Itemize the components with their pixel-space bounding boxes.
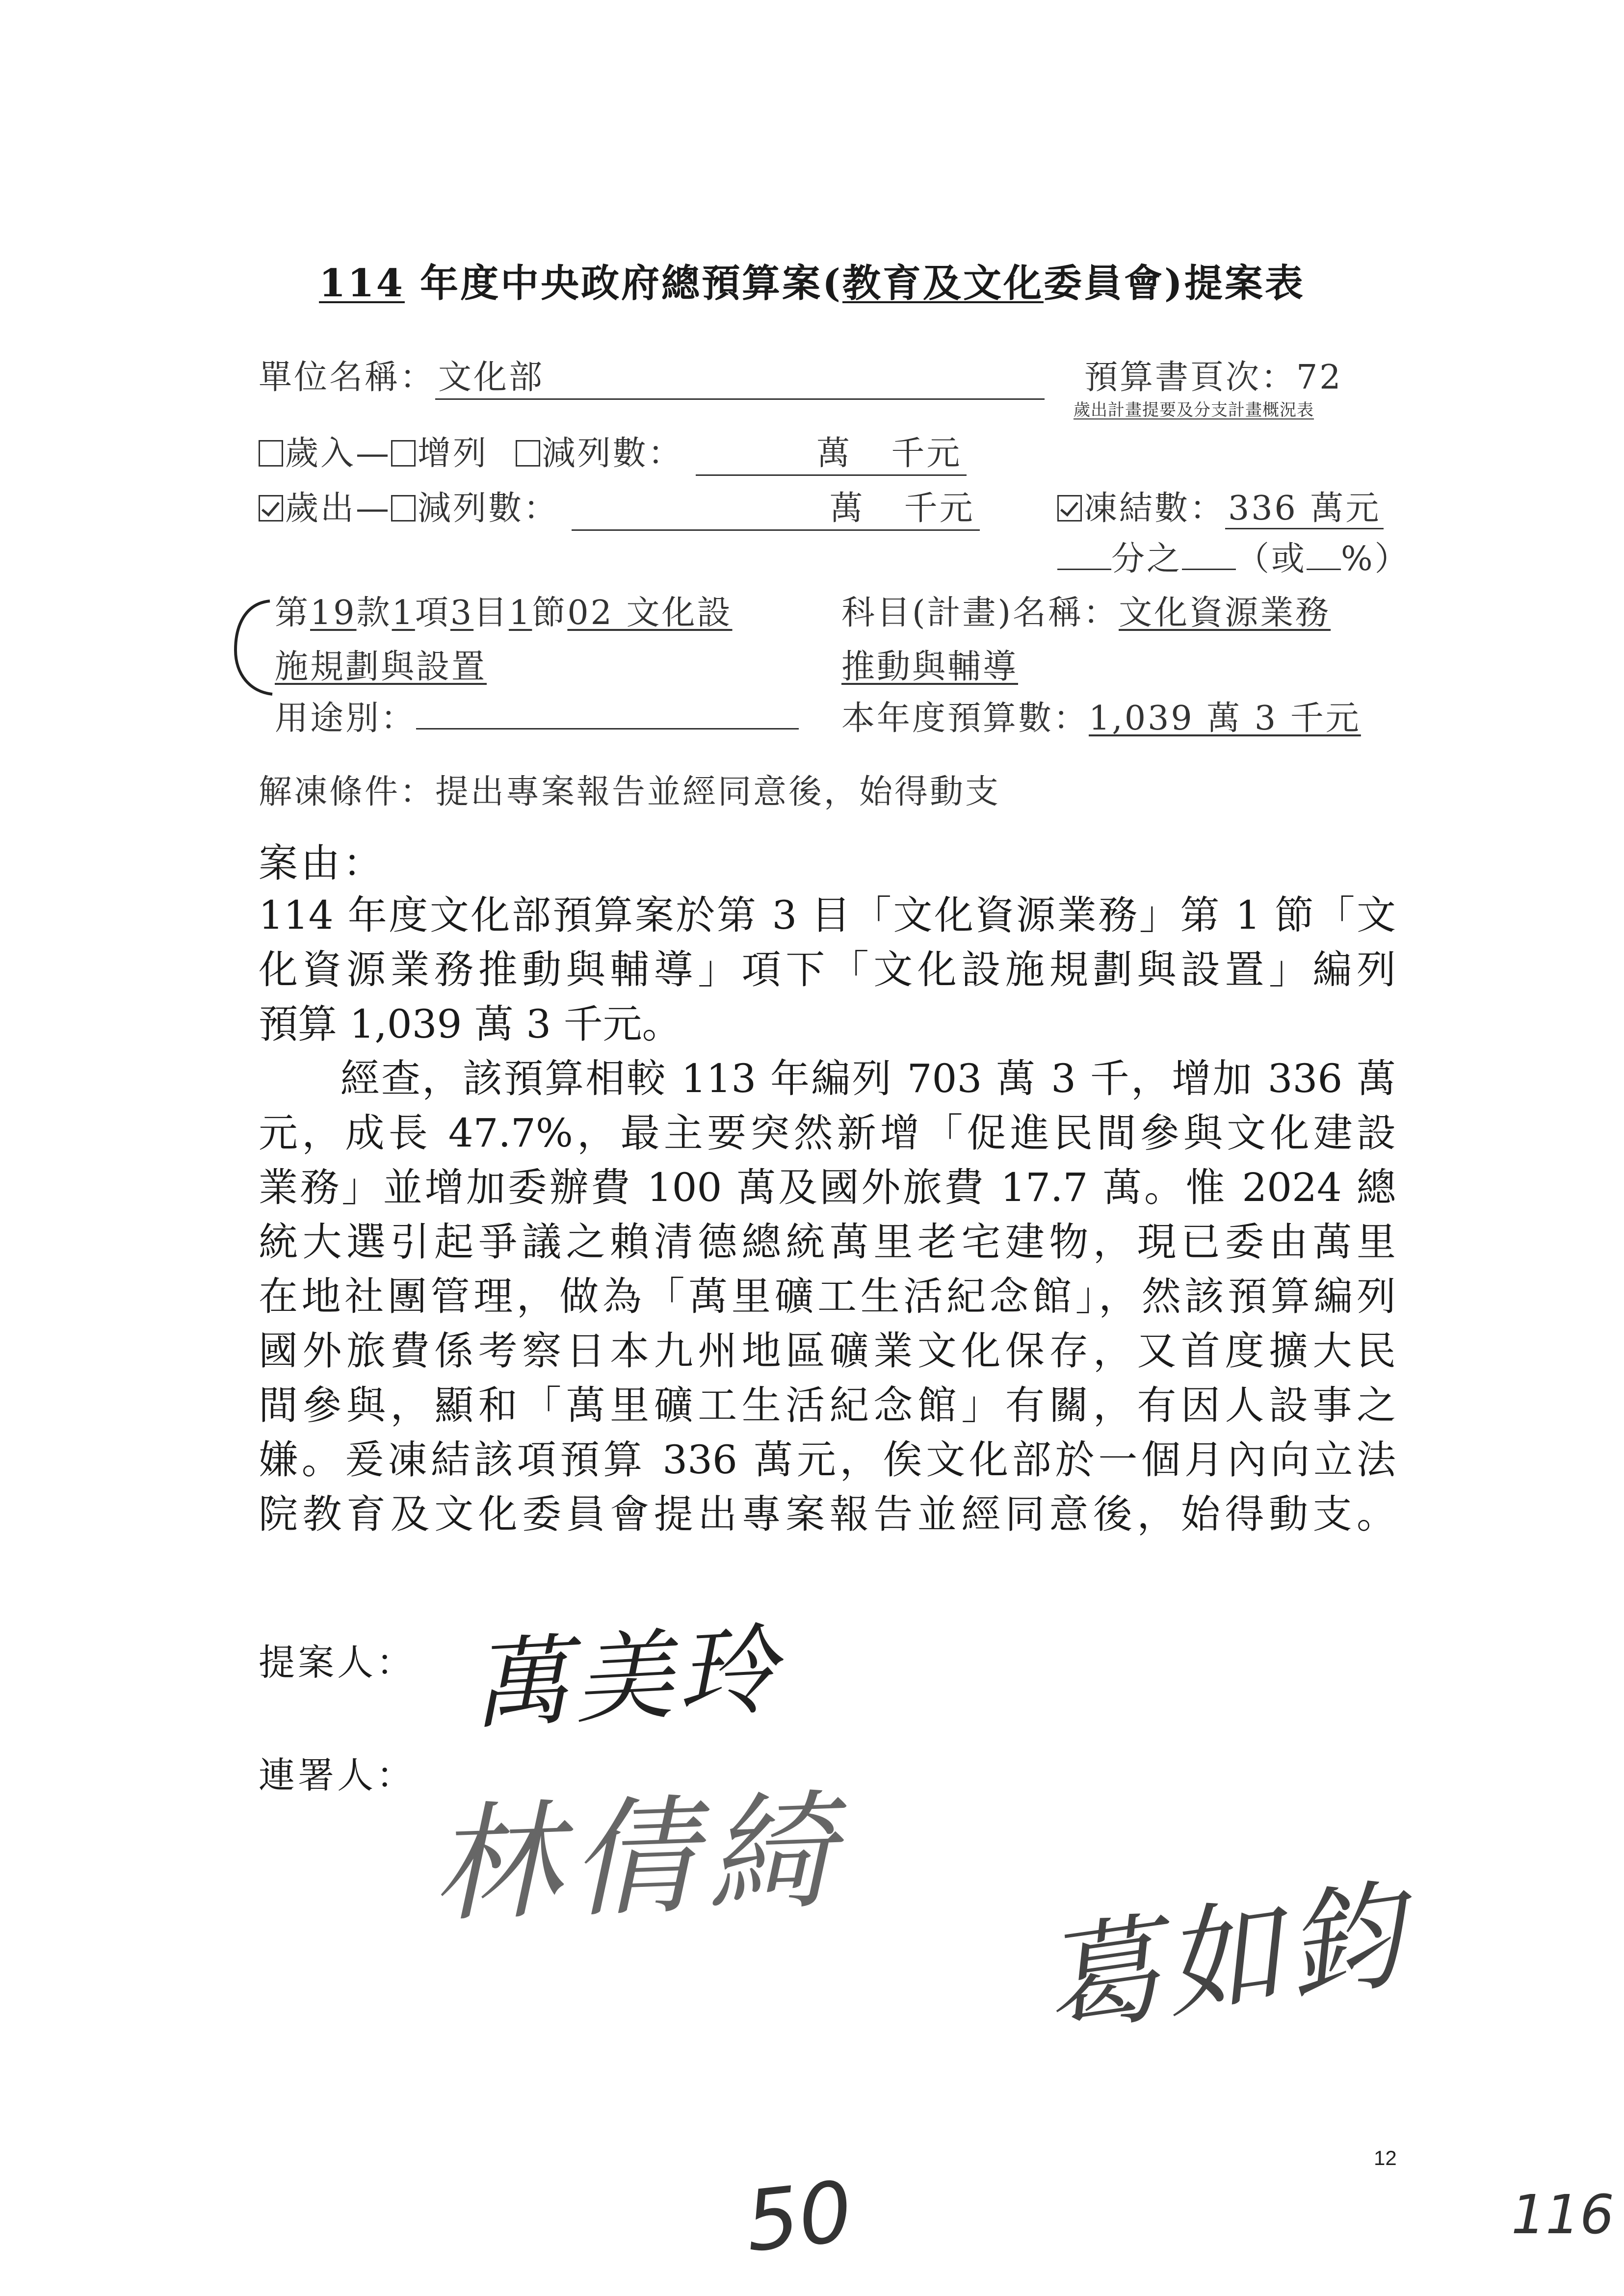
reason-line: 在地社團管理，做為「萬里礦工生活紀念館」，然該預算編列 (259, 1274, 1396, 1319)
unit-value: 文化部 (435, 351, 1045, 400)
revenue-checkbox[interactable] (259, 440, 283, 467)
page-label: 預算書頁次： (1084, 358, 1297, 397)
revenue-row (259, 427, 967, 476)
expenditure-amount-field[interactable] (572, 482, 980, 531)
reason-line: 114 年度文化部預算案於第 3 目「文化資源業務」第 1 節「文 (259, 892, 1396, 938)
reason-line: 國外旅費係考察日本九州地區礦業文化保存，又首度擴大民 (259, 1328, 1396, 1374)
fraction-or: （或 (1236, 540, 1307, 578)
reason-heading: 案由： (259, 840, 385, 886)
revenue-decrease-checkbox[interactable] (516, 440, 540, 467)
freeze-value: 336 萬元 (1225, 489, 1384, 529)
freeze-label: 凍結數： (1084, 489, 1226, 528)
wan-unit: 萬 (816, 434, 852, 473)
usage-field[interactable] (416, 699, 799, 730)
subject-line1: 文化資源業務 (1119, 594, 1331, 632)
unfreeze-value: 提出專案報告並經同意後，始得動支 (435, 773, 1001, 811)
kuan-label: 款 (356, 594, 392, 632)
section-item-line1: 02 文化設 (567, 594, 733, 632)
fraction-denominator-field[interactable] (1057, 539, 1111, 570)
freeze-checkbox[interactable] (1057, 495, 1082, 522)
revenue-amount-field[interactable] (696, 427, 967, 476)
unfreeze-label: 解凍條件： (259, 773, 436, 811)
fraction-row (1057, 532, 1410, 580)
page-number: 12 (1374, 2146, 1397, 2169)
cosigner-signature-1: 林倩綺 (429, 1777, 847, 1940)
subject-label: 科目(計畫)名稱： (841, 594, 1119, 632)
proposer-signature: 萬美玲 (469, 1613, 784, 1744)
mu-label: 目 (473, 594, 509, 632)
subject-row (841, 586, 1331, 634)
budget-label: 本年度預算數： (841, 699, 1089, 738)
increase-checkbox[interactable] (391, 440, 416, 467)
revenue-label: 歲入— (285, 434, 392, 473)
page-ref (1084, 351, 1343, 398)
unfreeze-row (259, 765, 1000, 813)
title-committee: 教育及文化 (842, 261, 1044, 306)
fraction-numerator-field[interactable] (1182, 539, 1236, 570)
title-text-end: 委員會)提案表 (1044, 261, 1305, 306)
expenditure-checkbox[interactable] (259, 495, 283, 522)
handwritten-number-right: 116 (1511, 2183, 1614, 2246)
reason-body (259, 888, 1396, 1541)
cosigner-label: 連署人： (259, 1754, 416, 1797)
subject-line2: 推動與輔導 (841, 648, 1019, 686)
page-note: 歲出計畫提要及分支計畫概況表 (1074, 400, 1314, 420)
reason-line: 化資源業務推動與輔導」項下「文化設施規劃與設置」編列 (259, 947, 1396, 992)
increase-label: 增列 (418, 434, 489, 473)
expenditure-decrease-checkbox[interactable] (391, 495, 416, 522)
title-text: 年度中央政府總預算案( (404, 261, 842, 306)
section-jie: 1 (509, 594, 532, 632)
usage-label: 用途別： (275, 699, 417, 738)
budget-value: 1,039 萬 3 千元 (1089, 699, 1361, 738)
unit-row (259, 351, 1045, 400)
reason-line: 嫌。爰凍結該項預算 336 萬元，俟文化部於一個月內向立法 (259, 1437, 1396, 1483)
xiang-label: 項 (415, 594, 450, 632)
handwritten-number-left: 50 (741, 2163, 857, 2271)
section-mu: 3 (450, 594, 474, 632)
jie-label: 節 (532, 594, 568, 632)
reason-line: 統大選引起爭議之賴清德總統萬里老宅建物，現已委由萬里 (259, 1219, 1396, 1265)
reason-line: 業務」並增加委辦費 100 萬及國外旅費 17.7 萬。惟 2024 總 (259, 1165, 1396, 1210)
section-row (275, 586, 733, 634)
reason-line: 間參與，顯和「萬里礦工生活紀念館」有關，有因人設事之 (259, 1383, 1396, 1428)
reason-line: 元，成長 47.7%，最主要突然新增「促進民間參與文化建設 (259, 1110, 1396, 1156)
proposer-label: 提案人： (259, 1642, 416, 1684)
section-xiang: 1 (392, 594, 415, 632)
page-value: 72 (1296, 358, 1343, 397)
usage-row (275, 692, 799, 739)
section-kuan: 19 (310, 594, 357, 632)
reason-line: 院教育及文化委員會提出專案報告並經同意後，始得動支。 (259, 1491, 1396, 1537)
revenue-decrease-label: 減列數： (542, 434, 683, 473)
freeze-row (1057, 482, 1384, 529)
expenditure-label: 歲出— (285, 489, 392, 528)
wan-unit: 萬 (829, 489, 865, 528)
qian-yuan-unit: 千元 (891, 434, 962, 473)
bracket-mark (231, 596, 275, 699)
qian-yuan-unit: 千元 (904, 489, 975, 528)
section-item-line2: 施規劃與設置 (275, 648, 487, 686)
fraction-end: %） (1341, 540, 1410, 578)
section-di: 第 (275, 594, 311, 632)
expenditure-row (259, 482, 980, 531)
fraction-mid: 分之 (1111, 540, 1182, 578)
unit-label: 單位名稱： (259, 358, 436, 397)
percent-field[interactable] (1307, 539, 1341, 570)
budget-row (841, 692, 1361, 739)
cosigner-signature-2: 葛如鈞 (1034, 1865, 1417, 2053)
expenditure-decrease-label: 減列數： (418, 489, 559, 528)
title-year: 114 (319, 261, 405, 306)
reason-line: 預算 1,039 萬 3 千元。 (259, 1001, 681, 1047)
page-title (0, 253, 1624, 308)
reason-line: 經查，該預算相較 113 年編列 703 萬 3 千，增加 336 萬 (259, 1056, 1396, 1101)
